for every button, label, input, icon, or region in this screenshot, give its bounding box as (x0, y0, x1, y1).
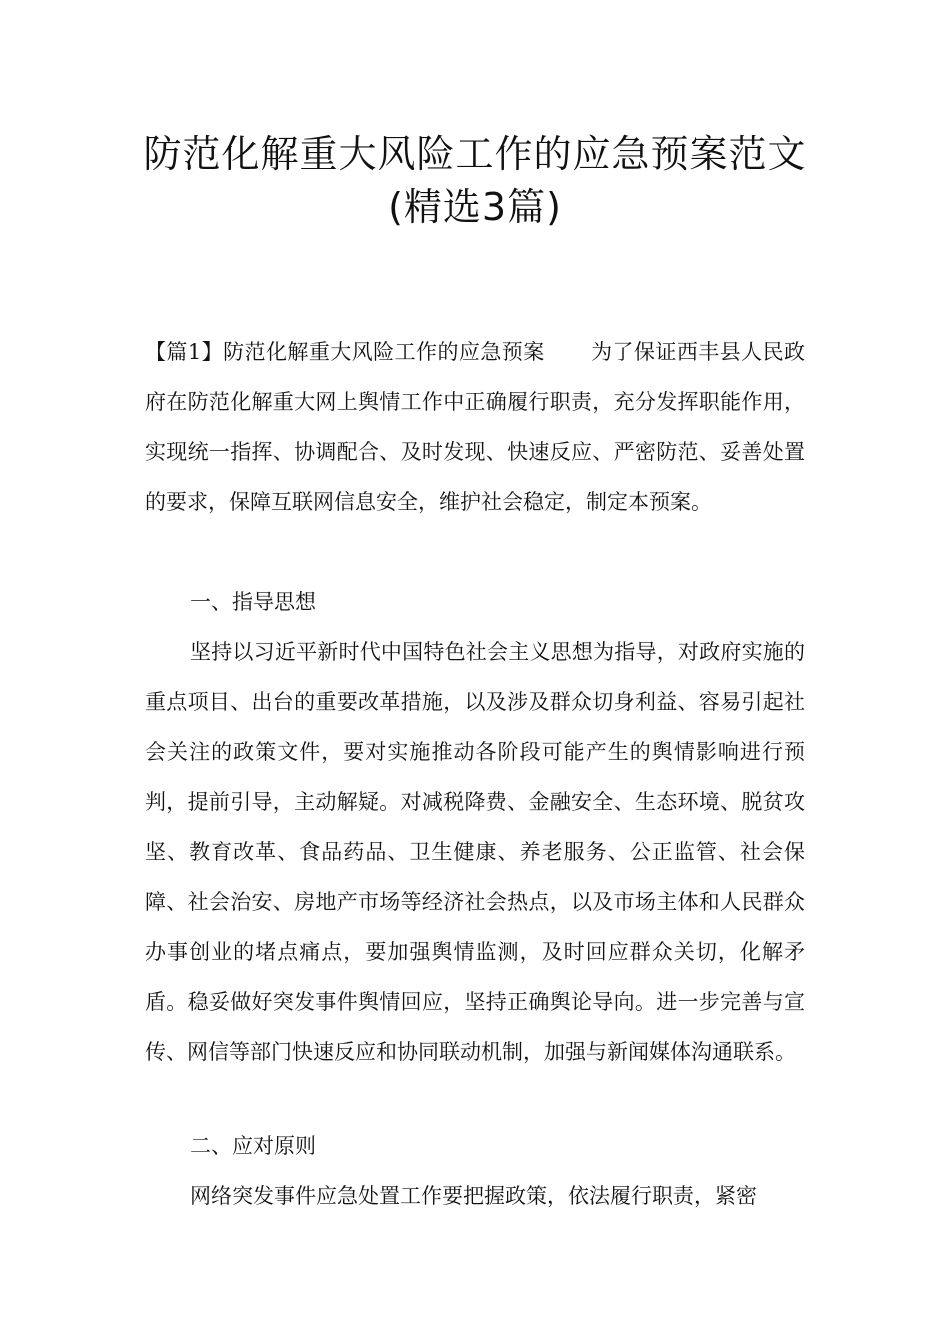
lead-label: 【篇1】防范化解重大风险工作的应急预案 (145, 340, 545, 364)
document-title-line-1: 防范化解重大风险工作的应急预案范文 (143, 132, 807, 176)
document-title-line-2: (精选3篇) (388, 185, 562, 229)
section-heading-response-principles: 二、应对原则 (190, 1134, 316, 1158)
lead-paragraph (145, 327, 805, 527)
lead-text: 为了保证西丰县人民政府在防范化解重大网上舆情工作中正确履行职责，充分发挥职能作用，实现统一指挥、协调配合、及时发现、快速反应、严密防范、妥善处置的要求，保障互联网信息安全，维护社会稳定，制定本预案。 (145, 340, 806, 514)
section-paragraph-guiding-ideology: 坚持以习近平新时代中国特色社会主义思想为指导，对政府实施的重点项目、出台的重要改革措施，以及涉及群众切身利益、容易引起社会关注的政策文件，要对实施推动各阶段可能产生的舆情影响进行预判，提前引导，主动解疑。对减税降费、金融安全、生态环境、脱贫攻坚、教育改革、食品药品、卫生健康、养老服务、公正监管、社会保障、社会治安、房地产市场等经济社会热点，以及市场主体和人民群众办事创业的堵点痛点，要加强舆情监测，及时回应群众关切，化解矛盾。稳妥做好突发事件舆情回应，坚持正确舆论导向。进一步完善与宣传、网信等部门快速反应和协同联动机制，加强与新闻媒体沟通联系。 (145, 640, 805, 1064)
section-paragraph-response-principles: 网络突发事件应急处置工作要把握政策，依法履行职责，紧密 (190, 1184, 757, 1208)
section-heading-guiding-ideology: 一、指导思想 (190, 590, 316, 614)
